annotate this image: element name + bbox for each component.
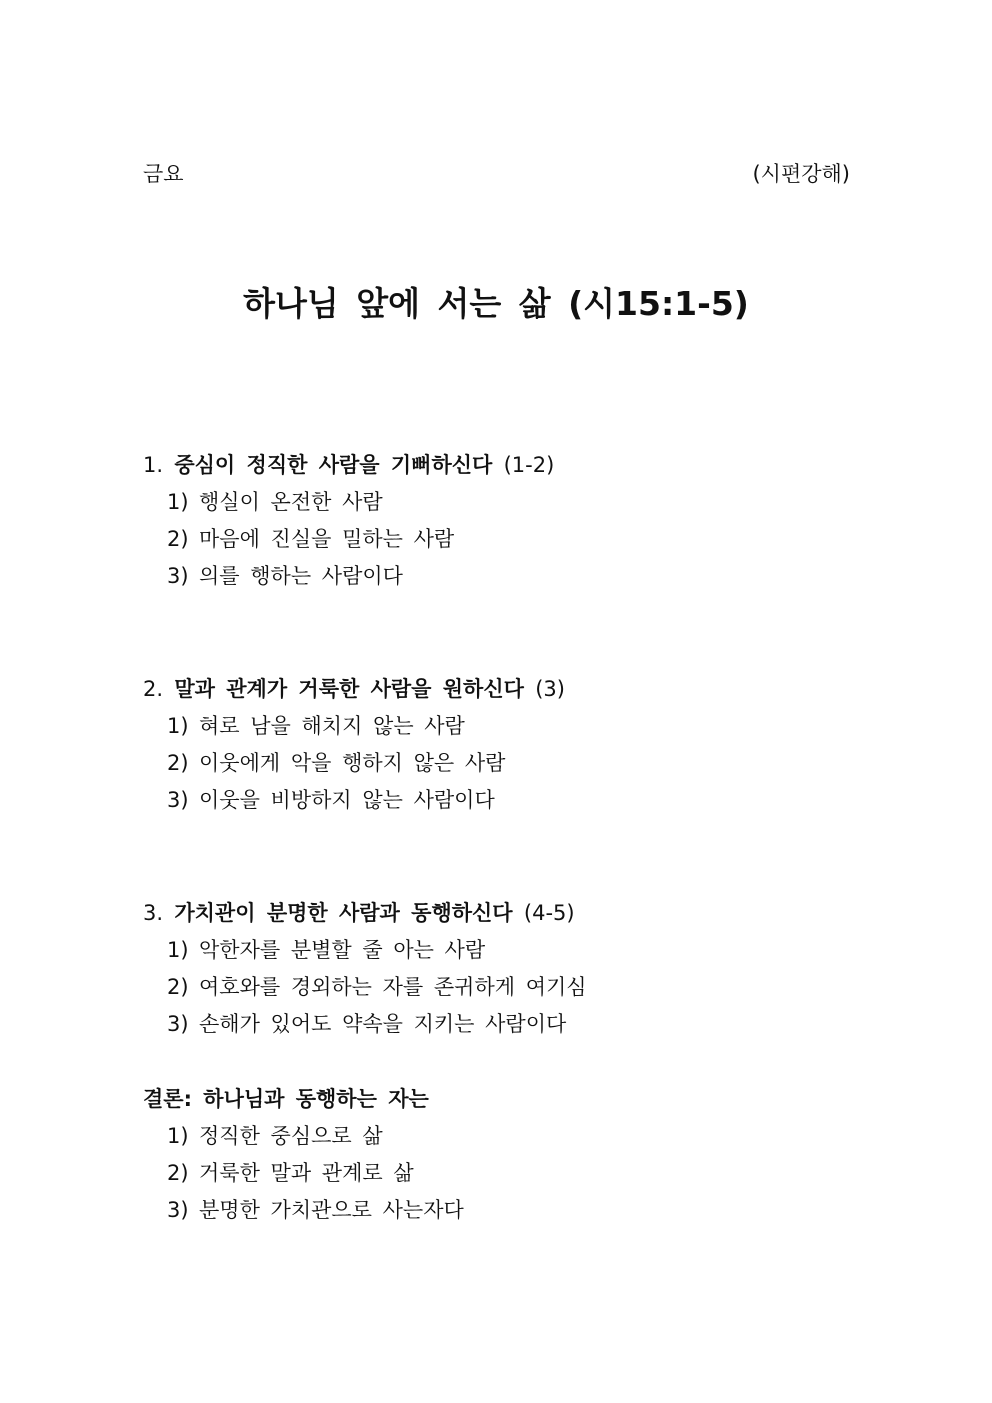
- item-text: 혀로 남을 해치지 않는 사람: [199, 714, 465, 738]
- item-text: 거룩한 말과 관계로 삶: [199, 1161, 414, 1185]
- section-heading: [143, 674, 565, 704]
- item-marker: 1): [167, 490, 189, 514]
- section-title: 결론: 하나님과 동행하는 자는: [143, 1087, 429, 1111]
- header-series-label: (시편강해): [752, 162, 850, 186]
- item-text: 이웃을 비방하지 않는 사람이다: [199, 788, 495, 812]
- sermon-title: 하나님 앞에 서는 삶 (시15:1-5): [243, 284, 749, 323]
- item-marker: 2): [167, 975, 189, 999]
- item-marker: 1): [167, 938, 189, 962]
- item-marker: 3): [167, 1198, 189, 1222]
- section-conclusion: [143, 1084, 464, 1225]
- list-item: [143, 1009, 587, 1039]
- item-text: 손해가 있어도 약속을 지키는 사람이다: [199, 1012, 567, 1036]
- item-text: 여호와를 경외하는 자를 존귀하게 여기심: [199, 975, 587, 999]
- item-marker: 1): [167, 1124, 189, 1148]
- item-marker: 2): [167, 527, 189, 551]
- item-text: 악한자를 분별할 줄 아는 사람: [199, 938, 486, 962]
- point-list: [143, 935, 587, 1039]
- list-item: [143, 524, 554, 554]
- point-list: [143, 1121, 464, 1225]
- item-marker: 3): [167, 564, 189, 588]
- list-item: [143, 1195, 464, 1225]
- section-2: [143, 674, 565, 815]
- list-item: [143, 972, 587, 1002]
- item-marker: 3): [167, 788, 189, 812]
- header-day-label: 금요: [143, 162, 184, 186]
- list-item: [143, 711, 565, 741]
- list-item: [143, 785, 565, 815]
- section-1: [143, 450, 554, 591]
- list-item: [143, 935, 587, 965]
- item-marker: 2): [167, 751, 189, 775]
- section-number: 3.: [143, 901, 164, 925]
- list-item: [143, 487, 554, 517]
- item-marker: 2): [167, 1161, 189, 1185]
- item-text: 마음에 진실을 밀하는 사람: [199, 527, 455, 551]
- section-title: 가치관이 분명한 사람과 동행하신다: [174, 901, 513, 925]
- section-number: 1.: [143, 453, 164, 477]
- section-reference: (4-5): [523, 901, 575, 925]
- section-heading: [143, 450, 554, 480]
- item-marker: 3): [167, 1012, 189, 1036]
- item-text: 행실이 온전한 사람: [199, 490, 383, 514]
- item-marker: 1): [167, 714, 189, 738]
- item-text: 정직한 중심으로 삶: [199, 1124, 383, 1148]
- point-list: [143, 487, 554, 591]
- list-item: [143, 1121, 464, 1151]
- list-item: [143, 1158, 464, 1188]
- list-item: [143, 561, 554, 591]
- section-3: [143, 898, 587, 1039]
- item-text: 분명한 가치관으로 사는자다: [199, 1198, 464, 1222]
- item-text: 이웃에게 악을 행하지 않은 사람: [199, 751, 506, 775]
- item-text: 의를 행하는 사람이다: [199, 564, 403, 588]
- section-reference: (3): [535, 677, 565, 701]
- section-title: 말과 관계가 거룩한 사람을 원하신다: [174, 677, 524, 701]
- section-heading: [143, 1084, 464, 1114]
- list-item: [143, 748, 565, 778]
- section-reference: (1-2): [503, 453, 555, 477]
- section-heading: [143, 898, 587, 928]
- section-title: 중심이 정직한 사람을 기뻐하신다: [174, 453, 493, 477]
- point-list: [143, 711, 565, 815]
- section-number: 2.: [143, 677, 164, 701]
